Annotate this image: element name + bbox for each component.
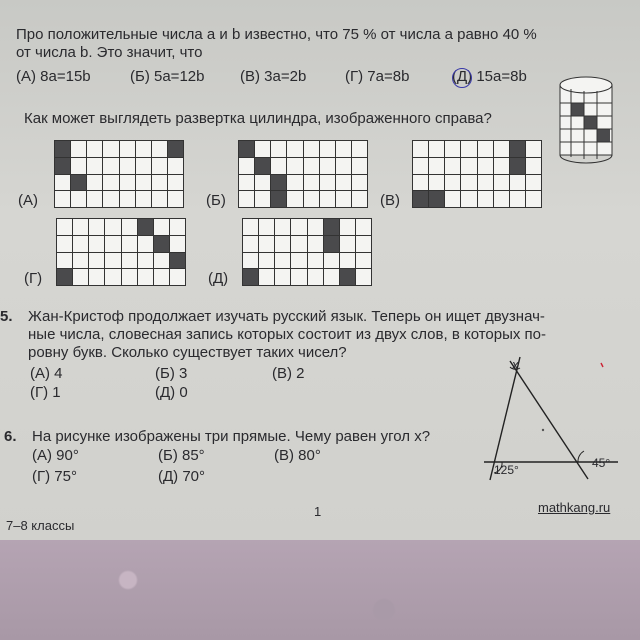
net-cell xyxy=(120,141,135,157)
net-cell xyxy=(461,158,476,174)
net-cell xyxy=(340,269,355,285)
net-cell xyxy=(152,158,167,174)
net-cell xyxy=(170,253,185,269)
net-cell xyxy=(510,191,525,207)
net-cell xyxy=(136,191,151,207)
net-cell xyxy=(55,191,70,207)
net-cell xyxy=(352,158,367,174)
net-cell xyxy=(352,175,367,191)
net-cell xyxy=(275,236,290,252)
net-cell xyxy=(287,158,302,174)
net-cell xyxy=(89,219,104,235)
net-cell xyxy=(461,191,476,207)
q-top-option-b: (Б) 5a=12b xyxy=(130,68,205,85)
net-cell xyxy=(170,269,185,285)
net-cell xyxy=(103,141,118,157)
net-cell xyxy=(356,253,371,269)
net-cell xyxy=(526,175,541,191)
net-cell xyxy=(429,191,444,207)
q6-option-e: (Д) 70° xyxy=(158,468,205,485)
net-cell xyxy=(336,158,351,174)
net-cell xyxy=(89,253,104,269)
q-top-option-c: (В) 3a=2b xyxy=(240,68,307,85)
net-cell xyxy=(271,191,286,207)
net-cell xyxy=(55,141,70,157)
net-cell xyxy=(308,269,323,285)
angle-x-label: x xyxy=(512,357,519,372)
net-cell xyxy=(57,253,72,269)
angle-125-label: 125° xyxy=(494,463,519,477)
q5-line3: ровну букв. Сколько существует таких чисел? xyxy=(28,344,347,361)
net-cell xyxy=(324,236,339,252)
net-cell xyxy=(120,191,135,207)
net-cell xyxy=(478,191,493,207)
q6-option-d: (Г) 75° xyxy=(32,468,77,485)
net-cell xyxy=(478,175,493,191)
q6-option-b: (Б) 85° xyxy=(158,447,205,464)
net-cell xyxy=(271,141,286,157)
net-cell xyxy=(87,175,102,191)
net-label-a: (A) xyxy=(18,192,38,209)
q6-question: На рисунке изображены три прямые. Чему равен угол x? xyxy=(32,428,431,445)
net-cell xyxy=(71,141,86,157)
net-cell xyxy=(356,269,371,285)
net-cell xyxy=(138,219,153,235)
net-cell xyxy=(291,269,306,285)
net-cell xyxy=(445,175,460,191)
net-cell xyxy=(352,191,367,207)
net-cell xyxy=(73,253,88,269)
net-cell xyxy=(352,141,367,157)
net-cell xyxy=(243,219,258,235)
net-cell xyxy=(429,141,444,157)
net-cell xyxy=(356,219,371,235)
net-cell xyxy=(71,158,86,174)
net-cell xyxy=(275,219,290,235)
net-cell xyxy=(87,141,102,157)
net-cell xyxy=(138,253,153,269)
net-cell xyxy=(320,141,335,157)
net-cell xyxy=(57,269,72,285)
q-cyl-question: Как может выглядеть развертка цилиндра, изображенного справа? xyxy=(24,110,492,127)
net-cell xyxy=(243,236,258,252)
net-grid-e xyxy=(242,218,372,286)
q6-number: 6. xyxy=(4,428,17,445)
q5-option-c: (В) 2 xyxy=(272,365,305,382)
q5-line2: ные числа, словесная запись которых состоит из двух слов, в которых по- xyxy=(28,326,546,343)
net-cell xyxy=(105,269,120,285)
net-cell xyxy=(308,236,323,252)
net-cell xyxy=(445,158,460,174)
net-cell xyxy=(168,175,183,191)
net-cell xyxy=(478,158,493,174)
net-cell xyxy=(336,141,351,157)
q5-option-e: (Д) 0 xyxy=(155,384,188,401)
net-cell xyxy=(103,191,118,207)
angle-45-label: 45° xyxy=(592,456,611,470)
net-cell xyxy=(340,253,355,269)
net-cell xyxy=(120,158,135,174)
net-cell xyxy=(255,175,270,191)
net-cell xyxy=(413,158,428,174)
net-cell xyxy=(239,175,254,191)
net-cell xyxy=(71,175,86,191)
net-cell xyxy=(255,141,270,157)
net-label-e: (Д) xyxy=(208,270,229,287)
net-cell xyxy=(154,269,169,285)
q5-option-d: (Г) 1 xyxy=(30,384,61,401)
net-cell xyxy=(304,175,319,191)
net-cell xyxy=(494,141,509,157)
q-top-option-a: (A) 8a=15b xyxy=(16,68,91,85)
net-cell xyxy=(73,269,88,285)
net-cell xyxy=(308,219,323,235)
net-cell xyxy=(168,191,183,207)
net-cell xyxy=(510,141,525,157)
net-cell xyxy=(324,269,339,285)
net-cell xyxy=(291,253,306,269)
net-cell xyxy=(259,269,274,285)
net-cell xyxy=(336,175,351,191)
pen-circle-mark xyxy=(452,68,472,88)
net-cell xyxy=(461,175,476,191)
net-cell xyxy=(239,191,254,207)
net-cell xyxy=(413,141,428,157)
net-label-c: (В) xyxy=(380,192,400,209)
net-cell xyxy=(154,219,169,235)
footer-grade: 7–8 классы xyxy=(6,518,75,533)
q5-line1: Жан-Кристоф продолжает изучать русский язык. Теперь он ищет двузнач- xyxy=(28,308,545,325)
q5-option-a: (A) 4 xyxy=(30,365,63,382)
net-cell xyxy=(320,175,335,191)
net-cell xyxy=(255,191,270,207)
net-cell xyxy=(120,175,135,191)
net-cell xyxy=(105,236,120,252)
net-cell xyxy=(122,219,137,235)
net-cell xyxy=(271,175,286,191)
net-label-b: (Б) xyxy=(206,192,226,209)
net-cell xyxy=(526,158,541,174)
net-grid-c xyxy=(412,140,542,208)
net-cell xyxy=(291,219,306,235)
net-cell xyxy=(324,219,339,235)
net-cell xyxy=(324,253,339,269)
net-cell xyxy=(320,158,335,174)
net-cell xyxy=(138,236,153,252)
net-cell xyxy=(304,191,319,207)
net-cell xyxy=(461,141,476,157)
net-cell xyxy=(55,175,70,191)
q6-option-a: (A) 90° xyxy=(32,447,79,464)
footer-page-number: 1 xyxy=(314,504,322,519)
net-cell xyxy=(89,236,104,252)
net-cell xyxy=(122,253,137,269)
net-cell xyxy=(356,236,371,252)
net-cell xyxy=(122,236,137,252)
net-cell xyxy=(103,158,118,174)
net-cell xyxy=(259,236,274,252)
net-cell xyxy=(57,219,72,235)
net-cell xyxy=(103,175,118,191)
net-grid-b xyxy=(238,140,368,208)
net-cell xyxy=(510,175,525,191)
net-cell xyxy=(304,141,319,157)
net-cell xyxy=(478,141,493,157)
net-cell xyxy=(255,158,270,174)
net-cell xyxy=(73,219,88,235)
net-cell xyxy=(291,236,306,252)
net-cell xyxy=(526,191,541,207)
net-cell xyxy=(87,158,102,174)
net-cell xyxy=(413,175,428,191)
net-cell xyxy=(429,158,444,174)
net-cell xyxy=(304,158,319,174)
net-cell xyxy=(239,158,254,174)
net-cell xyxy=(152,191,167,207)
net-cell xyxy=(136,141,151,157)
fabric-background xyxy=(0,540,640,640)
net-cell xyxy=(275,253,290,269)
footer-site: mathkang.ru xyxy=(538,500,611,515)
net-cell xyxy=(510,158,525,174)
net-cell xyxy=(138,269,153,285)
net-grid-a xyxy=(54,140,184,208)
net-cell xyxy=(494,175,509,191)
net-cell xyxy=(152,175,167,191)
net-cell xyxy=(154,253,169,269)
q-top-line1: Про положительные числа a и b известно, что 75 % от числа a равно 40 % xyxy=(16,26,537,43)
net-cell xyxy=(55,158,70,174)
net-cell xyxy=(271,158,286,174)
net-cell xyxy=(239,141,254,157)
net-cell xyxy=(308,253,323,269)
net-cell xyxy=(87,191,102,207)
net-cell xyxy=(105,253,120,269)
q6-option-c: (В) 80° xyxy=(274,447,321,464)
net-cell xyxy=(526,141,541,157)
net-cell xyxy=(168,158,183,174)
net-cell xyxy=(89,269,104,285)
net-cell xyxy=(494,191,509,207)
net-cell xyxy=(320,191,335,207)
q5-option-b: (Б) 3 xyxy=(155,365,188,382)
net-cell xyxy=(105,219,120,235)
net-cell xyxy=(154,236,169,252)
net-cell xyxy=(340,236,355,252)
net-cell xyxy=(170,219,185,235)
net-grid-d xyxy=(56,218,186,286)
net-cell xyxy=(57,236,72,252)
cylinder-figure xyxy=(556,75,616,165)
q-top-option-e: (Д) 15a=8b xyxy=(452,68,527,85)
net-cell xyxy=(71,191,86,207)
net-cell xyxy=(413,191,428,207)
net-cell xyxy=(122,269,137,285)
q5-number: 5. xyxy=(0,308,13,325)
net-cell xyxy=(73,236,88,252)
net-cell xyxy=(170,236,185,252)
net-cell xyxy=(168,141,183,157)
net-label-d: (Г) xyxy=(24,270,43,287)
net-cell xyxy=(445,141,460,157)
net-cell xyxy=(287,141,302,157)
net-cell xyxy=(494,158,509,174)
net-cell xyxy=(287,175,302,191)
net-cell xyxy=(152,141,167,157)
net-cell xyxy=(259,253,274,269)
net-cell xyxy=(445,191,460,207)
net-cell xyxy=(243,253,258,269)
q-top-line2: от числа b. Это значит, что xyxy=(16,44,203,61)
net-cell xyxy=(136,175,151,191)
net-cell xyxy=(340,219,355,235)
net-cell xyxy=(259,219,274,235)
q-top-option-d: (Г) 7a=8b xyxy=(345,68,410,85)
net-cell xyxy=(336,191,351,207)
net-cell xyxy=(287,191,302,207)
net-cell xyxy=(136,158,151,174)
net-cell xyxy=(243,269,258,285)
net-cell xyxy=(429,175,444,191)
net-cell xyxy=(275,269,290,285)
